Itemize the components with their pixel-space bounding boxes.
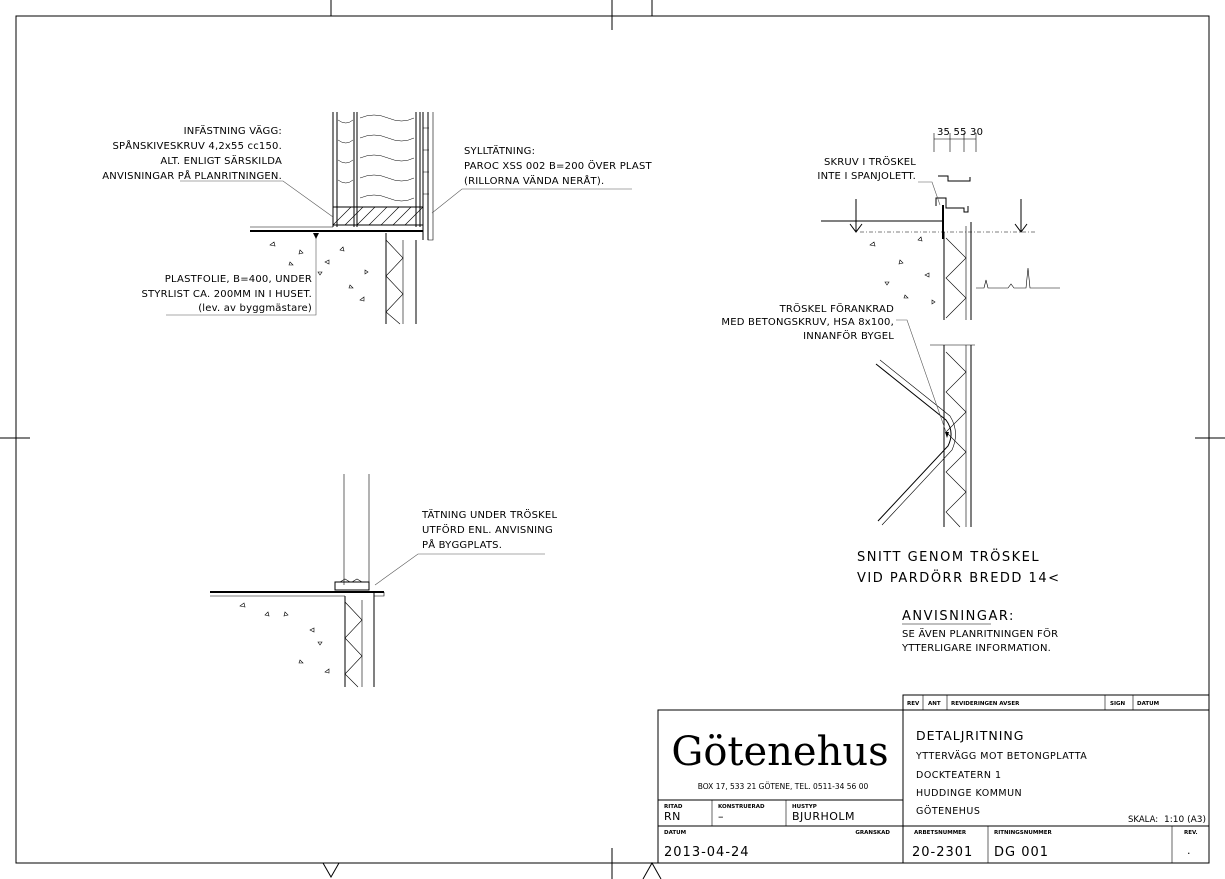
note-line: PÅ BYGGPLATS. — [422, 540, 503, 551]
section-title-line: VID PARDÖRR BREDD 14< — [857, 571, 1061, 586]
note-threshold-sealing — [421, 508, 557, 551]
note-line: (RILLORNA VÄNDA NERÅT). — [464, 176, 605, 187]
dimension-label: 35 55 30 — [937, 127, 984, 138]
designed-by: – — [718, 810, 724, 823]
company-address: BOX 17, 533 21 GÖTENE, TEL. 0511-34 56 00 — [697, 782, 869, 791]
ant-header: ANT — [928, 701, 941, 707]
note-line: PAROC XSS 002 B=200 ÖVER PLAST — [464, 161, 652, 172]
note-line: TRÖSKEL FÖRANKRAD — [779, 304, 894, 315]
detail-threshold-sealing — [210, 474, 545, 687]
instructions-line: SE ÄVEN PLANRITNINGEN FÖR — [902, 629, 1059, 640]
house-type-label: HUSTYP — [792, 804, 817, 810]
title-line: HUDDINGE KOMMUN — [916, 788, 1023, 799]
title-line: GÖTENEHUS — [916, 806, 981, 817]
section-title — [857, 548, 1061, 586]
note-line: SPÅNSKIVESKRUV 4,2x55 cc150. — [112, 141, 282, 152]
job-number-label: ARBETSNUMMER — [914, 830, 967, 836]
note-line: MED BETONGSKRUV, HSA 8x100, — [721, 317, 894, 328]
drawn-by-label: RITAD — [664, 804, 683, 810]
rev-header: REV — [907, 701, 920, 707]
note-line: ALT. ENLIGT SÄRSKILDA — [160, 156, 282, 167]
date-value: 2013-04-24 — [664, 845, 750, 860]
note-line: SYLLTÄTNING: — [464, 146, 536, 157]
scale-value: 1:10 (A3) — [1164, 815, 1206, 825]
revision-concerns-header: REVIDERINGEN AVSER — [951, 701, 1020, 707]
note-line: INFÄSTNING VÄGG: — [183, 126, 282, 137]
note-plastic-film — [141, 274, 312, 314]
title-line: DOCKTEATERN 1 — [916, 770, 1002, 781]
drawing-number-label: RITNINGSNUMMER — [994, 830, 1052, 836]
rev-label: REV. — [1184, 830, 1198, 836]
note-anchoring — [721, 302, 894, 342]
date-label: DATUM — [664, 830, 687, 836]
note-line: INNANFÖR BYGEL — [803, 331, 894, 342]
note-line: PLASTFOLIE, B=400, UNDER — [164, 274, 312, 285]
note-line: SKRUV I TRÖSKEL — [823, 157, 916, 168]
company-logo: Götenehus — [671, 729, 889, 775]
note-wall-fastening — [102, 124, 282, 182]
job-number: 20-2301 — [912, 845, 974, 860]
note-line: UTFÖRD ENL. ANVISNING — [422, 525, 553, 536]
instructions-line: YTTERLIGARE INFORMATION. — [902, 643, 1052, 654]
reviewed-label: GRANSKAD — [855, 830, 890, 836]
note-sill-sealing — [464, 144, 653, 187]
rev-value: . — [1187, 844, 1191, 857]
instructions-heading: ANVISNINGAR: — [902, 609, 1015, 624]
instructions — [901, 609, 1058, 654]
date-header: DATUM — [1137, 701, 1160, 707]
scale-label: SKALA: — [1128, 815, 1159, 825]
house-type: BJURHOLM — [792, 810, 856, 823]
title-block — [658, 695, 1209, 863]
drawing-number: DG 001 — [994, 845, 1050, 860]
sign-header: SIGN — [1110, 701, 1126, 707]
note-line: ANVISNINGAR PÅ PLANRITNINGEN. — [102, 171, 282, 182]
drawn-by: RN — [664, 810, 681, 823]
section-title-line: SNITT GENOM TRÖSKEL — [857, 550, 1041, 565]
note-line: TÄTNING UNDER TRÖSKEL — [422, 510, 558, 521]
note-line: STYRLIST CA. 200MM IN I HUSET. — [141, 289, 312, 300]
note-screw — [817, 155, 916, 182]
title-line: DETALJRITNING — [916, 728, 1025, 743]
detail-threshold-section — [821, 133, 1060, 527]
designed-by-label: KONSTRUERAD — [718, 804, 765, 810]
note-line: (lev. av byggmästare) — [198, 303, 312, 314]
note-line: INTE I SPANJOLETT. — [817, 171, 916, 182]
title-line: YTTERVÄGG MOT BETONGPLATTA — [916, 751, 1088, 762]
